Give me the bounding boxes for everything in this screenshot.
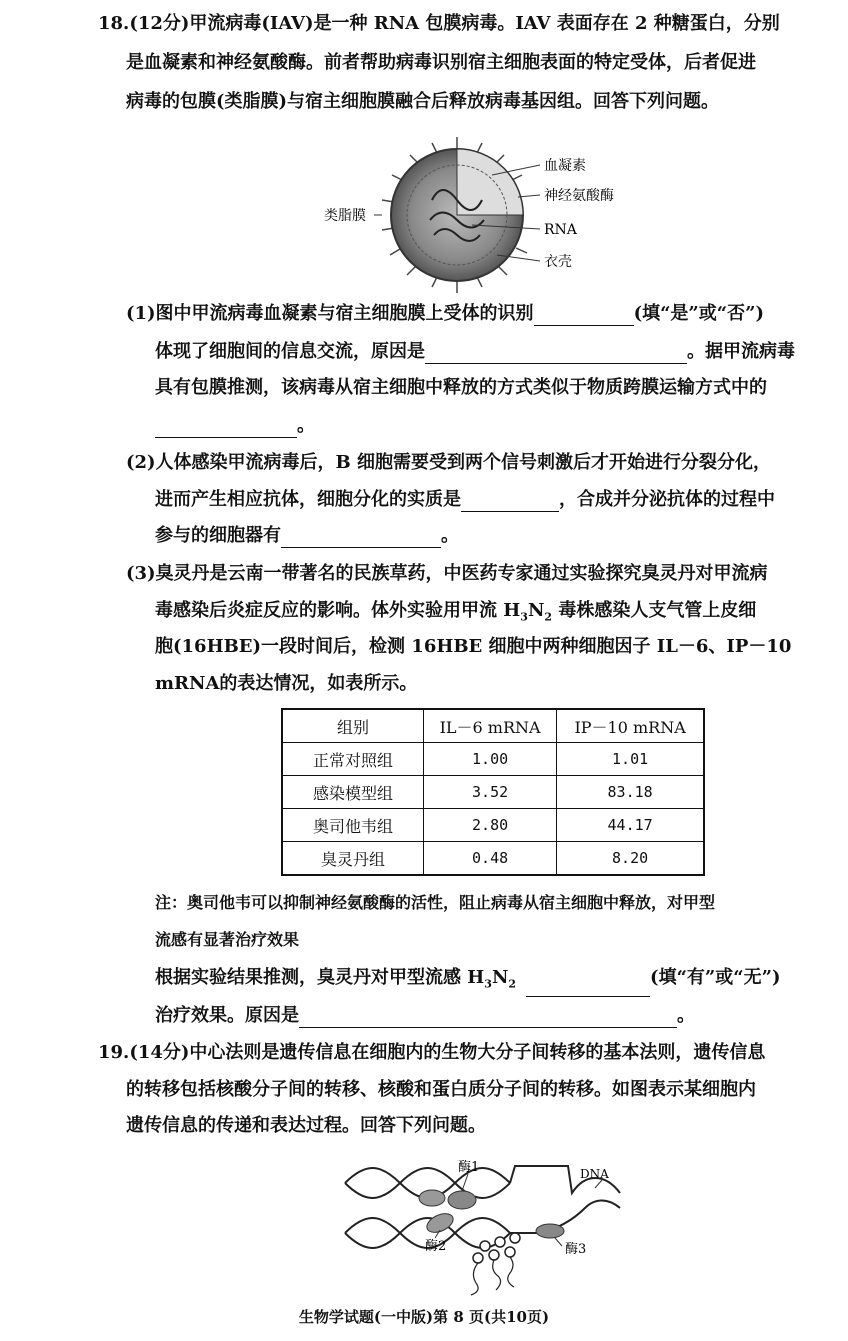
- table-row: [282, 842, 704, 876]
- q18-1-line-2: [155, 340, 795, 364]
- answer-blank-4[interactable]: [461, 491, 559, 512]
- table-cell: 1.01: [557, 743, 704, 776]
- answer-blank-3[interactable]: [155, 417, 297, 438]
- table-cell: 1.00: [424, 743, 557, 776]
- table-row: [282, 776, 704, 809]
- table-cell: 0.48: [424, 842, 557, 876]
- label-enzyme2: 酶2: [425, 1239, 447, 1254]
- note-line-2: 流感有显著治疗效果: [155, 930, 300, 949]
- label-hemagglutinin: 血凝素: [544, 158, 586, 174]
- q18-1-text-b: (填“是”或“否”): [633, 303, 765, 324]
- conclusion-text-b: (填“有”或“无”): [650, 967, 781, 988]
- conclusion-sub-2: 2: [508, 977, 517, 991]
- q18-1-line-3: 具有包膜推测，该病毒从宿主细胞中释放的方式类似于物质跨膜运输方式中的: [155, 377, 767, 398]
- table-cell: 3.52: [424, 776, 557, 809]
- table-cell: 感染模型组: [282, 776, 424, 809]
- q18-3-mid: N: [527, 600, 545, 621]
- q18-2-line-1: (2)人体感染甲流病毒后，B 细胞需要受到两个信号刺激后才开始进行分裂分化，: [126, 452, 772, 473]
- q18-1-line-1: [126, 302, 764, 326]
- q18-2-line3-text-b: 。: [441, 525, 459, 546]
- answer-blank-7[interactable]: [299, 1007, 677, 1028]
- table-cell: 臭灵丹组: [282, 842, 424, 876]
- table-cell: 83.18: [557, 776, 704, 809]
- q18-2-line-2: [155, 488, 775, 512]
- conclusion-line2-text-b: 。: [677, 1005, 695, 1026]
- q18-line-3: 病毒的包膜(类脂膜)与宿主细胞膜融合后释放病毒基因组。回答下列问题。: [126, 91, 720, 112]
- virus-cutaway: [457, 149, 523, 215]
- q18-3-line-2: [155, 599, 756, 630]
- conclusion-line2-text-a: 治疗效果。原因是: [155, 1005, 299, 1026]
- enzyme1-shape: [419, 1190, 445, 1206]
- table-cell: 奥司他韦组: [282, 809, 424, 842]
- label-lipid-membrane: 类脂膜: [324, 208, 366, 224]
- q19-line-2: 的转移包括核酸分子间的转移、核酸和蛋白质分子间的转移。如图表示某细胞内: [126, 1079, 756, 1100]
- conclusion-line-1: [155, 966, 781, 997]
- q18-1-line-4: [155, 414, 315, 438]
- q18-line-1: 18.(12分)甲流病毒(IAV)是一种 RNA 包膜病毒。IAV 表面存在 2 种糖蛋白，分别: [98, 13, 780, 34]
- q18-3-sub-1: 3: [520, 610, 528, 624]
- table-header-cell: IP－10 mRNA: [557, 709, 704, 743]
- table-row: [282, 743, 704, 776]
- q18-3-line-1: (3)臭灵丹是云南一带著名的民族草药，中医药专家通过实验探究臭灵丹对甲流病: [126, 563, 768, 584]
- label-enzyme3: 酶3: [565, 1242, 587, 1257]
- answer-blank-2[interactable]: [425, 343, 687, 364]
- conclusion-sub-1: 3: [484, 977, 492, 991]
- answer-blank-6[interactable]: [526, 976, 650, 997]
- table-header-cell: IL－6 mRNA: [424, 709, 557, 743]
- conclusion-text-a: 根据实验结果推测，臭灵丹对甲型流感 H: [155, 967, 485, 988]
- label-dna: DNA: [580, 1167, 609, 1181]
- q18-2-line3-text-a: 参与的细胞器有: [155, 525, 281, 546]
- q18-3-line2-text-a: 毒感染后炎症反应的影响。体外实验用甲流 H: [155, 600, 521, 621]
- q19-line-3: 遗传信息的传递和表达过程。回答下列问题。: [126, 1115, 486, 1136]
- q18-1-text-a: (1)图中甲流病毒血凝素与宿主细胞膜上受体的识别: [126, 303, 534, 324]
- note-line-1: 注：奥司他韦可以抑制神经氨酸酶的活性，阻止病毒从宿主细胞中释放，对甲型: [155, 893, 716, 912]
- table-header-row: [282, 709, 704, 743]
- q18-line-2: 是血凝素和神经氨酸酶。前者帮助病毒识别宿主细胞表面的特定受体，后者促进: [126, 52, 756, 73]
- table-cell: 2.80: [424, 809, 557, 842]
- enzyme3-shape: [536, 1224, 564, 1238]
- transcription-figure: [340, 1158, 630, 1298]
- table-cell: 8.20: [557, 842, 704, 876]
- conclusion-line-2: [155, 1004, 695, 1028]
- table-cell: 44.17: [557, 809, 704, 842]
- page-footer: 生物学试题(一中版)第 8 页(共10页): [298, 1308, 550, 1326]
- q18-2-line-3: [155, 524, 459, 548]
- table-cell: 正常对照组: [282, 743, 424, 776]
- answer-blank-1[interactable]: [534, 305, 634, 326]
- enzyme1-shape-2: [448, 1191, 476, 1209]
- q18-3-sub-2: 2: [544, 610, 553, 624]
- q18-3-line-3: 胞(16HBE)一段时间后，检测 16HBE 细胞中两种细胞因子 IL－6、IP－10: [155, 636, 792, 657]
- data-table: [281, 708, 705, 876]
- dna-strand-right-lower: [510, 1201, 620, 1234]
- conclusion-mid: N: [491, 967, 509, 988]
- q18-2-line2-text-a: 进而产生相应抗体，细胞分化的实质是: [155, 489, 461, 510]
- label-enzyme1: 酶1: [458, 1160, 480, 1175]
- answer-blank-5[interactable]: [281, 527, 441, 548]
- q18-1-line4-end: 。: [297, 415, 315, 436]
- label-capsid: 衣壳: [544, 254, 572, 270]
- q18-3-line-4: mRNA的表达情况，如表所示。: [155, 673, 418, 694]
- label-neuraminidase: 神经氨酸酶: [544, 188, 614, 204]
- table-row: [282, 809, 704, 842]
- virus-figure: [322, 135, 622, 295]
- q18-1-line2-text-b: 。据甲流病毒: [687, 341, 795, 362]
- q18-1-line2-text-a: 体现了细胞间的信息交流，原因是: [155, 341, 425, 362]
- q19-line-1: 19.(14分)中心法则是遗传信息在细胞内的生物大分子间转移的基本法则，遗传信息: [98, 1042, 766, 1063]
- enzyme2-shape: [424, 1210, 456, 1236]
- label-rna: RNA: [544, 222, 577, 238]
- table-header-cell: 组别: [282, 709, 424, 743]
- q18-2-line2-text-b: ，合成并分泌抗体的过程中: [559, 489, 775, 510]
- q18-3-line2-text-b: 毒株感染人支气管上皮细: [552, 600, 757, 621]
